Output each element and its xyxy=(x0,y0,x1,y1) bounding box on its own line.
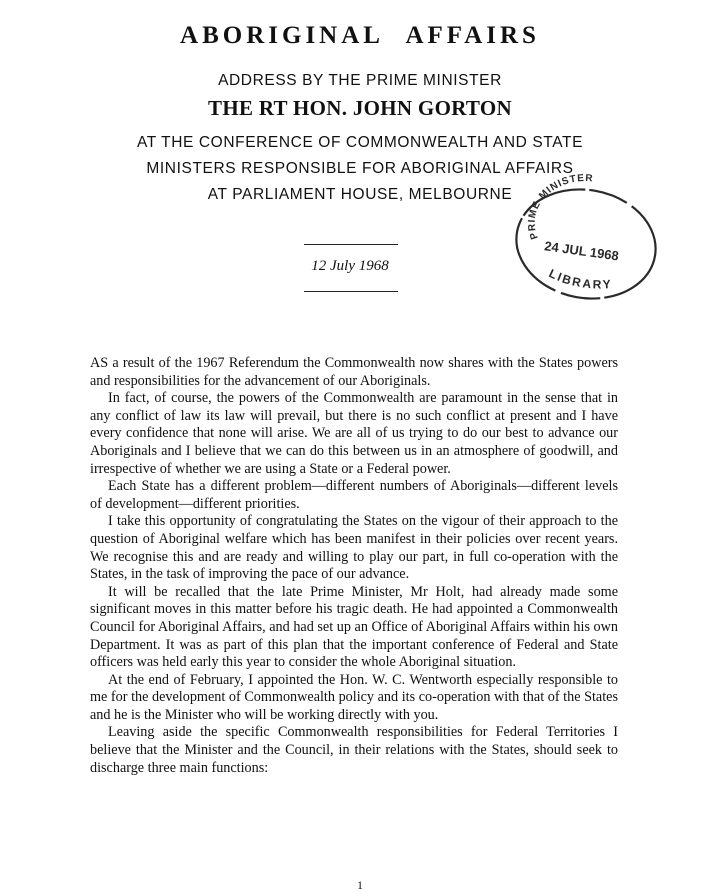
speaker-name: THE RT HON. JOHN GORTON xyxy=(208,96,512,120)
stamp-date: 24 JUL 1968 xyxy=(543,238,620,264)
document-title: ABORIGINAL AFFAIRS xyxy=(180,22,540,49)
paragraph: It will be recalled that the late Prime Minister, Mr Holt, had already made some significant moves in this matter before his tragic death. He had appointed a Commonwealth Council for Aboriginal Affairs, and had set up an Office of Aboriginal Affairs within his own Department. It was as part of this plan that the important conference of Federal and State officers was held early this year to consider the whole Aboriginal situation. xyxy=(90,583,618,671)
stamp-top-text: PRIME MINISTER xyxy=(526,172,594,241)
page-number: 1 xyxy=(357,878,363,892)
date-rule-bottom xyxy=(304,291,398,292)
paragraph: Each State has a different problem—different numbers of Aboriginals—different levels of development—different priorities. xyxy=(90,478,618,512)
venue-line: AT PARLIAMENT HOUSE, MELBOURNE xyxy=(207,186,513,203)
conference-line-1: AT THE CONFERENCE OF COMMONWEALTH AND STATE xyxy=(136,134,584,151)
paragraph: In fact, of course, the powers of the Commonwealth are paramount in the sense that in any conflict of law its law will prevail, but there is no such conflict at present and I have every confidence that none will arise. We are all of us trying to do our best to advance our Aboriginals and I believe that we can do this between us in an atmosphere of goodwill, and irrespective of whether we are using a State or a Federal power. xyxy=(90,390,618,477)
library-stamp xyxy=(508,172,664,308)
address-date: 12 July 1968 xyxy=(311,258,389,274)
stamp-bottom-text: LIBRARY xyxy=(546,266,614,292)
paragraph: Leaving aside the specific Commonwealth responsibilities for Federal Territories I believe that the Minister and the Council, in their relations with the States, should seek to discharge three main functions: xyxy=(90,724,618,776)
address-line: ADDRESS BY THE PRIME MINISTER xyxy=(218,72,502,89)
conference-line-2: MINISTERS RESPONSIBLE FOR ABORIGINAL AFFAIRS xyxy=(146,160,574,177)
paragraph: At the end of February, I appointed the Hon. W. C. Wentworth especially responsible to me for the development of Commonwealth policy and its co-operation with that of the States and he is the Minister who will be working directly with you. xyxy=(90,671,618,723)
paragraph: AS a result of the 1967 Referendum the Commonwealth now shares with the States powers and responsibilities for the advancement of our Aboriginals. xyxy=(90,355,618,389)
date-rule-top xyxy=(304,244,398,245)
paragraph: I take this opportunity of congratulating the States on the vigour of their approach to the question of Aboriginal welfare which has been manifest in their policies over recent years. We recognise this and are ready and willing to play our part, in full co-operation with the States, in the task of improving the pace of our advance. xyxy=(90,513,618,583)
address-body xyxy=(90,355,618,777)
